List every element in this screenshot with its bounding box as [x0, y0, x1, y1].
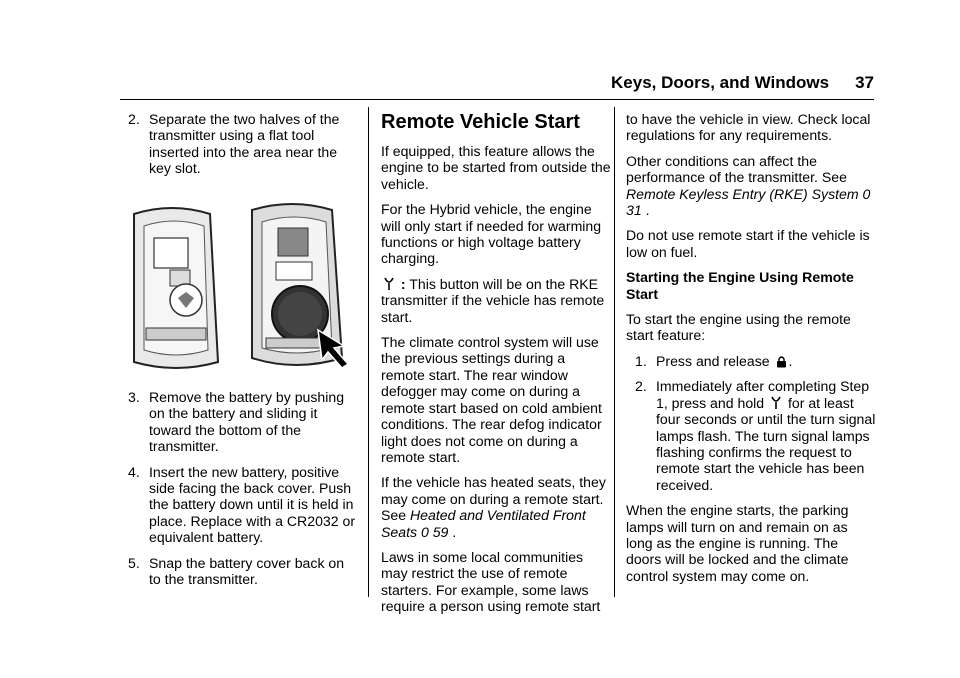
page-reference[interactable]: 0 59: [420, 523, 449, 540]
paragraph: For the Hybrid vehicle, the engine will only start if needed for warming functions or high voltage battery charging.: [381, 201, 602, 267]
section-heading: Remote Vehicle Start: [381, 111, 580, 133]
step-number: 5.: [128, 554, 140, 571]
step-text: Press and release: [656, 352, 774, 369]
step-text: Snap the battery cover back on to the transmitter.: [149, 554, 345, 588]
text: This button will be on the RKE transmitter if the vehicle has remote start.: [381, 275, 605, 325]
step-text: Insert the new battery, positive side facing the back cover. Push the battery down until it is held in place. Replace with a CR2032 or equivalent battery.: [149, 463, 356, 546]
text: .: [788, 352, 793, 369]
page-header: [611, 73, 874, 93]
key-fob-illustration: [120, 200, 356, 372]
left-column-lower: [128, 389, 358, 596]
paragraph: [381, 276, 611, 325]
section-title: Keys, Doors, and Windows: [611, 73, 830, 92]
paragraph: The climate control system will use the previous settings during a remote start. The rear window defogger may come on during a remote start based on cold ambient conditions. The rear defog indicator light does not come on during a remote start.: [381, 334, 602, 465]
step-3: [128, 389, 358, 455]
cross-reference-link[interactable]: Heated and Ventilated Front Seats: [381, 507, 586, 540]
paragraph: [626, 153, 876, 219]
step-number: 4.: [128, 463, 140, 480]
lock-icon: [776, 355, 787, 368]
step-number: 3.: [128, 389, 140, 405]
step-number: 2.: [128, 111, 140, 127]
column-divider-1: [368, 107, 369, 597]
cross-reference-link[interactable]: Remote Keyless Entry (RKE) System: [626, 185, 859, 202]
paragraph: Do not use remote start if the vehicle is low on fuel.: [626, 227, 870, 260]
paragraph: [381, 474, 611, 540]
paragraph: When the engine starts, the parking lamps will turn on and remain on as long as the engine is running. The doors will be locked and the climate control system may come on.: [626, 502, 849, 584]
paragraph: To start the engine using the remote start feature:: [626, 311, 851, 344]
step-text: for at least four seconds or until the turn signal lamps flash. The turn signal lamps flashing confirms the request to remote start the vehicle has been received.: [656, 394, 876, 493]
step-5: [128, 555, 358, 588]
text: .: [448, 523, 457, 540]
paragraph: to have the vehicle in view. Check local regulations for any requirements.: [626, 111, 871, 144]
column-divider-2: [614, 107, 615, 597]
left-column: [128, 111, 358, 186]
remote-start-icon: [383, 277, 395, 291]
right-column: [626, 111, 876, 593]
icon-label: :: [397, 275, 406, 292]
step-text: Immediately after completing Step 1, press and hold: [656, 378, 870, 411]
step-number: 2.: [635, 378, 647, 395]
paragraph: If equipped, this feature allows the engine to be started from outside the vehicle.: [381, 143, 611, 192]
start-step-1: [635, 353, 876, 369]
step-2: [128, 111, 358, 177]
page-number: 37: [855, 73, 874, 92]
step-number: 1.: [635, 352, 647, 369]
header-rule: [120, 99, 874, 100]
subheading: Starting the Engine Using Remote Start: [626, 269, 854, 302]
remote-start-icon: [770, 396, 782, 410]
text: .: [641, 202, 650, 219]
step-text: Remove the battery by pushing on the battery and sliding it toward the bottom of the transmitter.: [149, 389, 345, 455]
paragraph: Laws in some local communities may restrict the use of remote starters. For example, some laws require a person using remote start: [381, 548, 601, 615]
middle-column: [381, 111, 611, 624]
step-4: [128, 464, 358, 546]
text: If the vehicle has heated seats, they may come on during a remote start. See: [381, 474, 606, 524]
start-step-2: [635, 378, 876, 493]
page-reference[interactable]: 0 31: [626, 185, 871, 219]
text: Other conditions can affect the performance of the transmitter. See: [626, 152, 847, 186]
step-text: Separate the two halves of the transmitter using a flat tool inserted into the area near the key slot.: [149, 111, 340, 177]
